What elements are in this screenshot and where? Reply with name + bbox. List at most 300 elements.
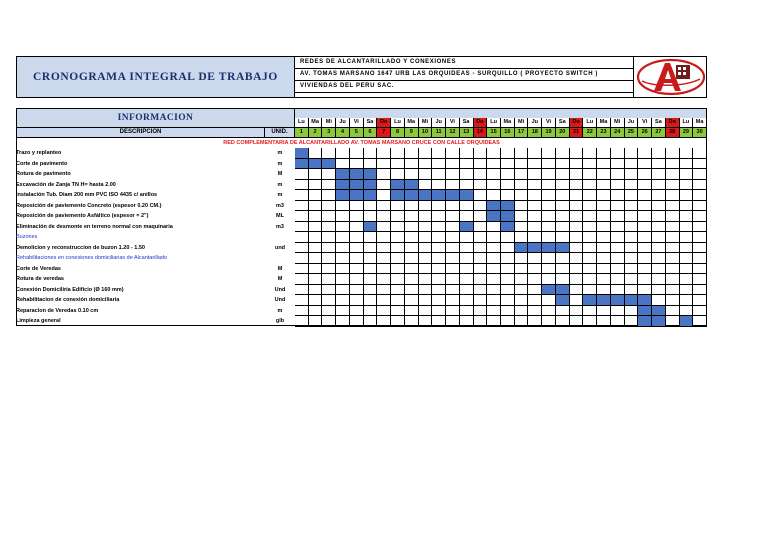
schedule-cell [336,306,350,317]
schedule-cell [322,243,336,254]
schedule-cell [625,222,639,233]
day-number-cell: 9 [405,128,419,138]
schedule-cell [638,232,652,243]
schedule-cell [377,295,391,306]
schedule-cell [666,264,680,275]
schedule-cell [570,285,584,296]
day-name-cell: Sa [652,118,666,128]
schedule-cell [638,148,652,159]
schedule-cell [446,169,460,180]
schedule-cell [597,201,611,212]
schedule-cell [625,211,639,222]
activity-label: Rehabilitacion de conexión domiciliaria [16,297,120,303]
schedule-bar-cell [501,201,515,212]
day-name-cell: Do [570,118,584,128]
schedule-cell [364,211,378,222]
schedule-cell [309,201,323,212]
schedule-cell [446,253,460,264]
schedule-cell [638,180,652,191]
schedule-cell [652,222,666,233]
schedule-cell [295,201,309,212]
schedule-cell [460,180,474,191]
schedule-bar-cell [336,169,350,180]
schedule-cell [474,316,488,327]
schedule-cell [295,190,309,201]
schedule-cell [570,159,584,170]
schedule-cell [528,232,542,243]
schedule-cell [638,243,652,254]
activity-unit: Und [274,297,286,303]
schedule-cell [515,285,529,296]
schedule-cell [693,190,707,201]
schedule-cell [652,264,666,275]
schedule-cell [666,232,680,243]
schedule-cell [377,264,391,275]
schedule-cell [528,159,542,170]
schedule-cell [322,169,336,180]
schedule-cell [680,295,694,306]
schedule-bar-cell [364,190,378,201]
schedule-bar-cell [336,180,350,191]
schedule-cell [666,159,680,170]
schedule-cell [419,169,433,180]
schedule-cell [474,159,488,170]
schedule-cell [405,232,419,243]
schedule-cell [570,201,584,212]
activity-label: Eliminación de desmonte en terreno normal con maquinaria [16,223,173,230]
schedule-cell [322,201,336,212]
schedule-cell [638,201,652,212]
schedule-cell [693,295,707,306]
schedule-cell [377,222,391,233]
schedule-cell [432,264,446,275]
project-info-line-2: AV. TOMAS MARSANO 1647 URB LAS ORQUIDEAS - SURQUILLO ( PROYECTO SWITCH ) [295,69,633,81]
schedule-cell [364,285,378,296]
schedule-cell [460,243,474,254]
schedule-cell [474,148,488,159]
schedule-cell [322,222,336,233]
schedule-cell [295,232,309,243]
schedule-cell [625,264,639,275]
info-header: INFORMACION [16,108,295,128]
day-name-cell: Ju [625,118,639,128]
schedule-cell [446,306,460,317]
schedule-cell [528,222,542,233]
schedule-cell [377,274,391,285]
schedule-cell [625,232,639,243]
group-subheader: Buzones [16,234,38,240]
schedule-cell [680,169,694,180]
schedule-cell [405,253,419,264]
day-name-cell: Lu [583,118,597,128]
schedule-cell [446,316,460,327]
schedule-bar-cell [542,243,556,254]
schedule-cell [528,274,542,285]
schedule-bar-cell [556,295,570,306]
activity-unit: m [277,181,283,188]
schedule-cell [405,316,419,327]
schedule-bar-cell [652,306,666,317]
schedule-cell [487,264,501,275]
schedule-cell [693,285,707,296]
schedule-cell [638,159,652,170]
schedule-cell [391,211,405,222]
day-name-cell: Lu [487,118,501,128]
schedule-cell [611,180,625,191]
schedule-cell [350,159,364,170]
schedule-cell [295,264,309,275]
schedule-cell [295,285,309,296]
schedule-cell [680,274,694,285]
schedule-cell [501,285,515,296]
schedule-cell [666,253,680,264]
schedule-cell [460,201,474,212]
unit-header: UNID. [265,128,295,138]
schedule-cell [597,264,611,275]
schedule-cell [309,211,323,222]
day-number-cell: 7 [377,128,391,138]
schedule-cell [364,264,378,275]
schedule-cell [336,159,350,170]
schedule-cell [377,253,391,264]
schedule-cell [446,295,460,306]
schedule-bar-cell [391,180,405,191]
schedule-cell [680,148,694,159]
schedule-cell [336,222,350,233]
schedule-cell [597,274,611,285]
schedule-cell [295,253,309,264]
schedule-cell [336,316,350,327]
schedule-cell [597,159,611,170]
day-number-cell: 3 [322,128,336,138]
schedule-cell [597,180,611,191]
schedule-cell [487,285,501,296]
schedule-cell [583,306,597,317]
schedule-cell [680,243,694,254]
schedule-cell [693,274,707,285]
schedule-cell [570,180,584,191]
schedule-cell [487,316,501,327]
schedule-cell [528,201,542,212]
schedule-cell [405,264,419,275]
schedule-cell [515,274,529,285]
schedule-cell [460,274,474,285]
schedule-bar-cell [419,190,433,201]
schedule-cell [405,274,419,285]
schedule-cell [542,190,556,201]
schedule-cell [597,222,611,233]
day-name-cell: Lu [391,118,405,128]
schedule-cell [350,201,364,212]
schedule-cell [336,274,350,285]
schedule-cell [419,253,433,264]
day-name-cell: Mi [419,118,433,128]
schedule-cell [405,243,419,254]
schedule-cell [322,285,336,296]
schedule-cell [295,306,309,317]
schedule-cell [597,169,611,180]
schedule-cell [583,274,597,285]
day-name-cell: Ma [693,118,707,128]
schedule-cell [611,222,625,233]
schedule-cell [666,169,680,180]
schedule-cell [666,274,680,285]
schedule-cell [652,295,666,306]
schedule-cell [322,211,336,222]
schedule-cell [515,180,529,191]
schedule-cell [542,159,556,170]
schedule-cell [377,232,391,243]
schedule-cell [336,295,350,306]
schedule-cell [680,211,694,222]
schedule-cell [350,222,364,233]
schedule-cell [570,295,584,306]
schedule-cell [515,201,529,212]
schedule-cell [625,285,639,296]
schedule-cell [583,180,597,191]
day-number-cell: 30 [693,128,707,138]
schedule-cell [597,243,611,254]
schedule-cell [666,306,680,317]
activity-unit: und [274,244,286,251]
activity-label: Trazo y replanteo [16,150,62,156]
day-name-cell: Vi [350,118,364,128]
schedule-cell [350,232,364,243]
day-name-cell: Sa [556,118,570,128]
day-name-cell: Vi [446,118,460,128]
schedule-cell [556,201,570,212]
activity-unit: M [277,265,283,272]
schedule-cell [405,306,419,317]
schedule-cell [432,211,446,222]
activity-unit: m3 [276,202,284,209]
schedule-cell [350,211,364,222]
schedule-cell [336,232,350,243]
activity-label: Reposición de paviemento Concreto (espesor 0.20 CM.) [16,202,162,209]
schedule-cell [487,295,501,306]
schedule-cell [405,211,419,222]
schedule-cell [638,222,652,233]
day-number-cell: 20 [556,128,570,138]
day-name-cell: Sa [460,118,474,128]
schedule-cell [583,148,597,159]
description-header: DESCRIPCION [16,128,265,138]
schedule-cell [487,148,501,159]
schedule-cell [377,159,391,170]
schedule-cell [501,316,515,327]
schedule-cell [419,148,433,159]
schedule-cell [652,148,666,159]
schedule-cell [377,190,391,201]
schedule-cell [693,211,707,222]
schedule-bar-cell [295,148,309,159]
schedule-cell [515,169,529,180]
schedule-cell [625,159,639,170]
schedule-bar-cell [583,295,597,306]
schedule-cell [638,211,652,222]
schedule-cell [638,264,652,275]
schedule-cell [583,253,597,264]
day-name-cell: Ma [597,118,611,128]
schedule-cell [322,190,336,201]
schedule-cell [611,285,625,296]
day-name-cell: Do [666,118,680,128]
schedule-cell [528,306,542,317]
day-number-cell: 4 [336,128,350,138]
schedule-cell [515,159,529,170]
schedule-cell [446,285,460,296]
schedule-cell [350,295,364,306]
schedule-cell [419,295,433,306]
schedule-cell [597,148,611,159]
schedule-cell [432,285,446,296]
schedule-cell [419,316,433,327]
schedule-cell [542,306,556,317]
activity-label: Limpieza general [16,318,61,324]
schedule-cell [295,295,309,306]
schedule-cell [391,316,405,327]
day-name-cell: Ma [405,118,419,128]
schedule-cell [391,295,405,306]
schedule-cell [570,211,584,222]
schedule-cell [597,190,611,201]
schedule-bar-cell [405,180,419,191]
schedule-cell [322,253,336,264]
day-number-cell: 13 [460,128,474,138]
schedule-cell [295,222,309,233]
schedule-cell [570,169,584,180]
page-title: CRONOGRAMA INTEGRAL DE TRABAJO [33,71,278,83]
schedule-bar-cell [597,295,611,306]
schedule-cell [474,243,488,254]
schedule-bar-cell [501,222,515,233]
schedule-cell [419,232,433,243]
schedule-cell [377,243,391,254]
schedule-cell [446,264,460,275]
schedule-cell [611,201,625,212]
schedule-cell [583,211,597,222]
schedule-cell [570,222,584,233]
schedule-cell [515,295,529,306]
schedule-cell [542,180,556,191]
schedule-cell [364,253,378,264]
schedule-cell [625,148,639,159]
project-info-box [295,56,707,98]
schedule-cell [364,148,378,159]
schedule-cell [611,211,625,222]
schedule-cell [652,232,666,243]
schedule-cell [336,243,350,254]
schedule-cell [350,243,364,254]
schedule-cell [460,285,474,296]
schedule-cell [570,274,584,285]
schedule-cell [638,285,652,296]
schedule-cell [666,285,680,296]
schedule-cell [391,243,405,254]
schedule-bar-cell [625,295,639,306]
schedule-cell [405,148,419,159]
schedule-cell [542,316,556,327]
schedule-cell [625,274,639,285]
activity-unit: ML [276,213,284,219]
schedule-cell [460,295,474,306]
schedule-cell [350,148,364,159]
schedule-cell [322,232,336,243]
schedule-cell [391,232,405,243]
schedule-cell [680,180,694,191]
schedule-cell [597,232,611,243]
schedule-cell [474,264,488,275]
schedule-cell [501,243,515,254]
schedule-cell [309,285,323,296]
schedule-cell [556,190,570,201]
schedule-cell [542,148,556,159]
schedule-cell [652,201,666,212]
schedule-cell [446,180,460,191]
schedule-cell [391,201,405,212]
schedule-bar-cell [556,285,570,296]
day-number-cell: 22 [583,128,597,138]
schedule-cell [350,285,364,296]
schedule-bar-cell [638,306,652,317]
schedule-cell [597,306,611,317]
day-number-cell: 11 [432,128,446,138]
schedule-cell [542,222,556,233]
activity-label: Rotura de veredas [16,276,64,282]
schedule-cell [309,232,323,243]
schedule-cell [419,306,433,317]
schedule-cell [501,253,515,264]
schedule-cell [419,201,433,212]
group-subheader: Rehabilitaciones en conexiones domiciliarias de Alcantarillado [16,255,168,261]
schedule-cell [542,274,556,285]
schedule-bar-cell [528,243,542,254]
schedule-cell [515,148,529,159]
day-number-cell: 12 [446,128,460,138]
schedule-cell [583,169,597,180]
schedule-cell [295,243,309,254]
schedule-cell [460,169,474,180]
schedule-cell [460,306,474,317]
schedule-cell [542,211,556,222]
schedule-bar-cell [432,190,446,201]
schedule-cell [487,159,501,170]
schedule-cell [693,159,707,170]
schedule-cell [446,148,460,159]
schedule-cell [309,274,323,285]
schedule-cell [542,232,556,243]
activity-label: Reparacion de Veredas 0.10 cm [16,307,99,314]
schedule-cell [391,274,405,285]
schedule-cell [295,274,309,285]
schedule-cell [515,264,529,275]
schedule-cell [391,159,405,170]
schedule-cell [680,201,694,212]
schedule-cell [528,169,542,180]
schedule-bar-cell [391,190,405,201]
schedule-cell [556,306,570,317]
schedule-bar-cell [350,180,364,191]
schedule-cell [350,274,364,285]
schedule-cell [309,295,323,306]
schedule-cell [432,148,446,159]
schedule-cell [638,169,652,180]
schedule-cell [556,211,570,222]
schedule-cell [652,285,666,296]
schedule-cell [446,159,460,170]
section-title: RED COMPLEMENTARIA DE ALCANTARILLADO AV. TOMAS MARSANO CRUCE CON CALLE ORQUIDEAS [223,140,500,146]
schedule-cell [611,274,625,285]
